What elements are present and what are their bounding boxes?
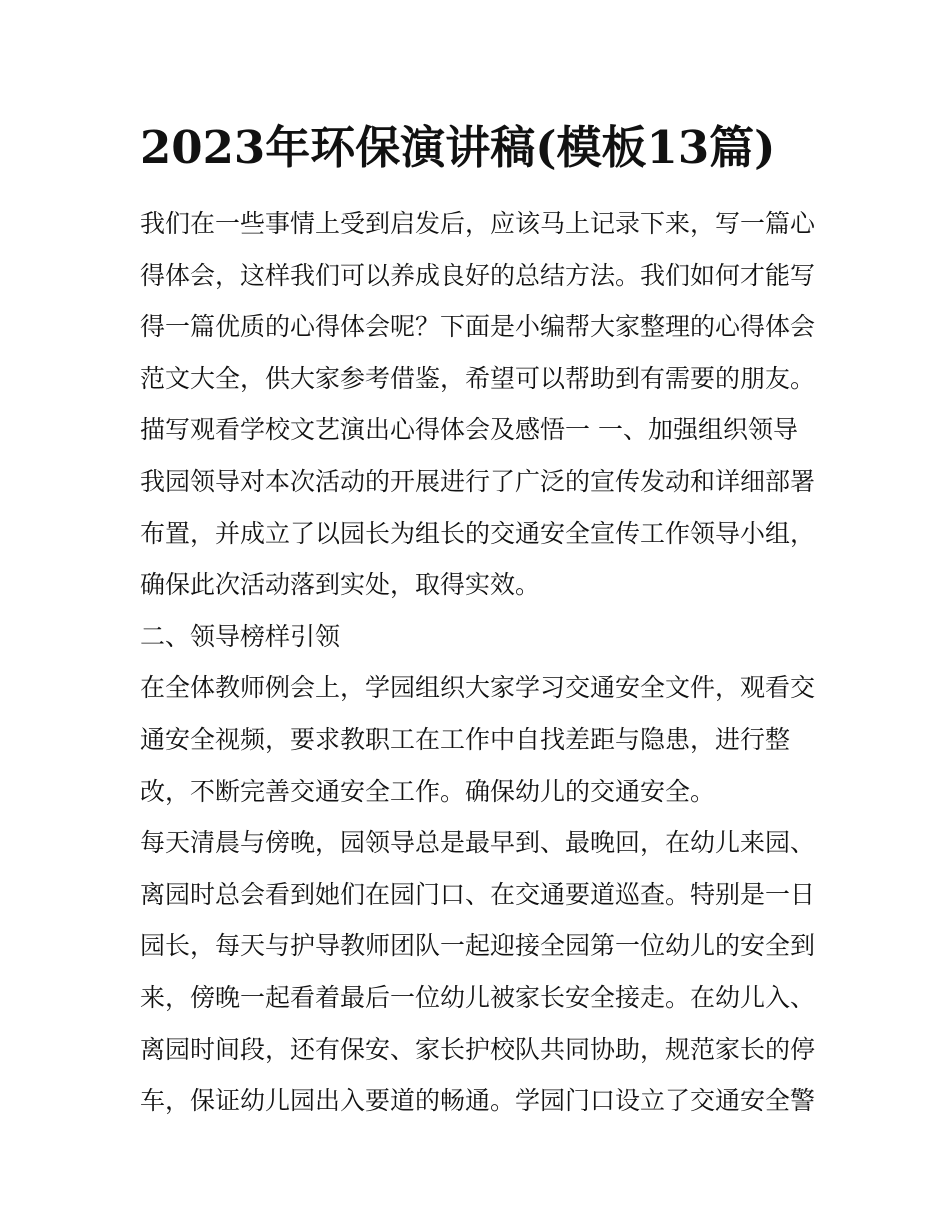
document-body <box>140 198 820 1127</box>
text-line: 改，不断完善交通安全工作。确保幼儿的交通安全。 <box>140 776 716 806</box>
text-line: 来，傍晚一起看着最后一位幼儿被家长安全接走。在幼儿入、 <box>140 982 816 1012</box>
text-line: 确保此次活动落到实处，取得实效。 <box>140 570 541 600</box>
text-line: 我们在一些事情上受到启发后，应该马上记录下来，写一篇心 <box>140 209 816 238</box>
text-line: 范文大全，供大家参考借鉴，希望可以帮助到有需要的朋友。 <box>140 363 816 393</box>
document-title: 2023年环保演讲稿(模板13篇) <box>140 121 776 174</box>
text-line: 离园时总会看到她们在园门口、在交通要道巡查。特别是一日 <box>140 879 816 909</box>
text-line: 得体会，这样我们可以养成良好的总结方法。我们如何才能写 <box>140 260 816 290</box>
text-line: 通安全视频，要求教职工在工作中自找差距与隐患，进行整 <box>140 724 791 754</box>
text-line: 我园领导对本次活动的开展进行了广泛的宣传发动和详细部署 <box>140 466 816 496</box>
text-line: 布置，并成立了以园长为组长的交通安全宣传工作领导小组， <box>140 518 816 548</box>
text-line: 在全体教师例会上，学园组织大家学习交通安全文件，观看交 <box>140 673 816 703</box>
section-heading-line: 二、领导榜样引领 <box>140 621 341 651</box>
text-line: 描写观看学校文艺演出心得体会及感悟一 一、加强组织领导 <box>140 415 798 445</box>
text-line: 每天清晨与傍晚，园领导总是最早到、最晚回，在幼儿来园、 <box>140 828 816 858</box>
text-line: 园长，每天与护导教师团队一起迎接全园第一位幼儿的安全到 <box>140 931 816 961</box>
text-line: 得一篇优质的心得体会呢？下面是小编帮大家整理的心得体会 <box>140 312 816 342</box>
text-line: 离园时间段，还有保安、家长护校队共同协助，规范家长的停 <box>140 1034 816 1064</box>
text-line: 车，保证幼儿园出入要道的畅通。学园门口设立了交通安全警 <box>140 1086 816 1116</box>
